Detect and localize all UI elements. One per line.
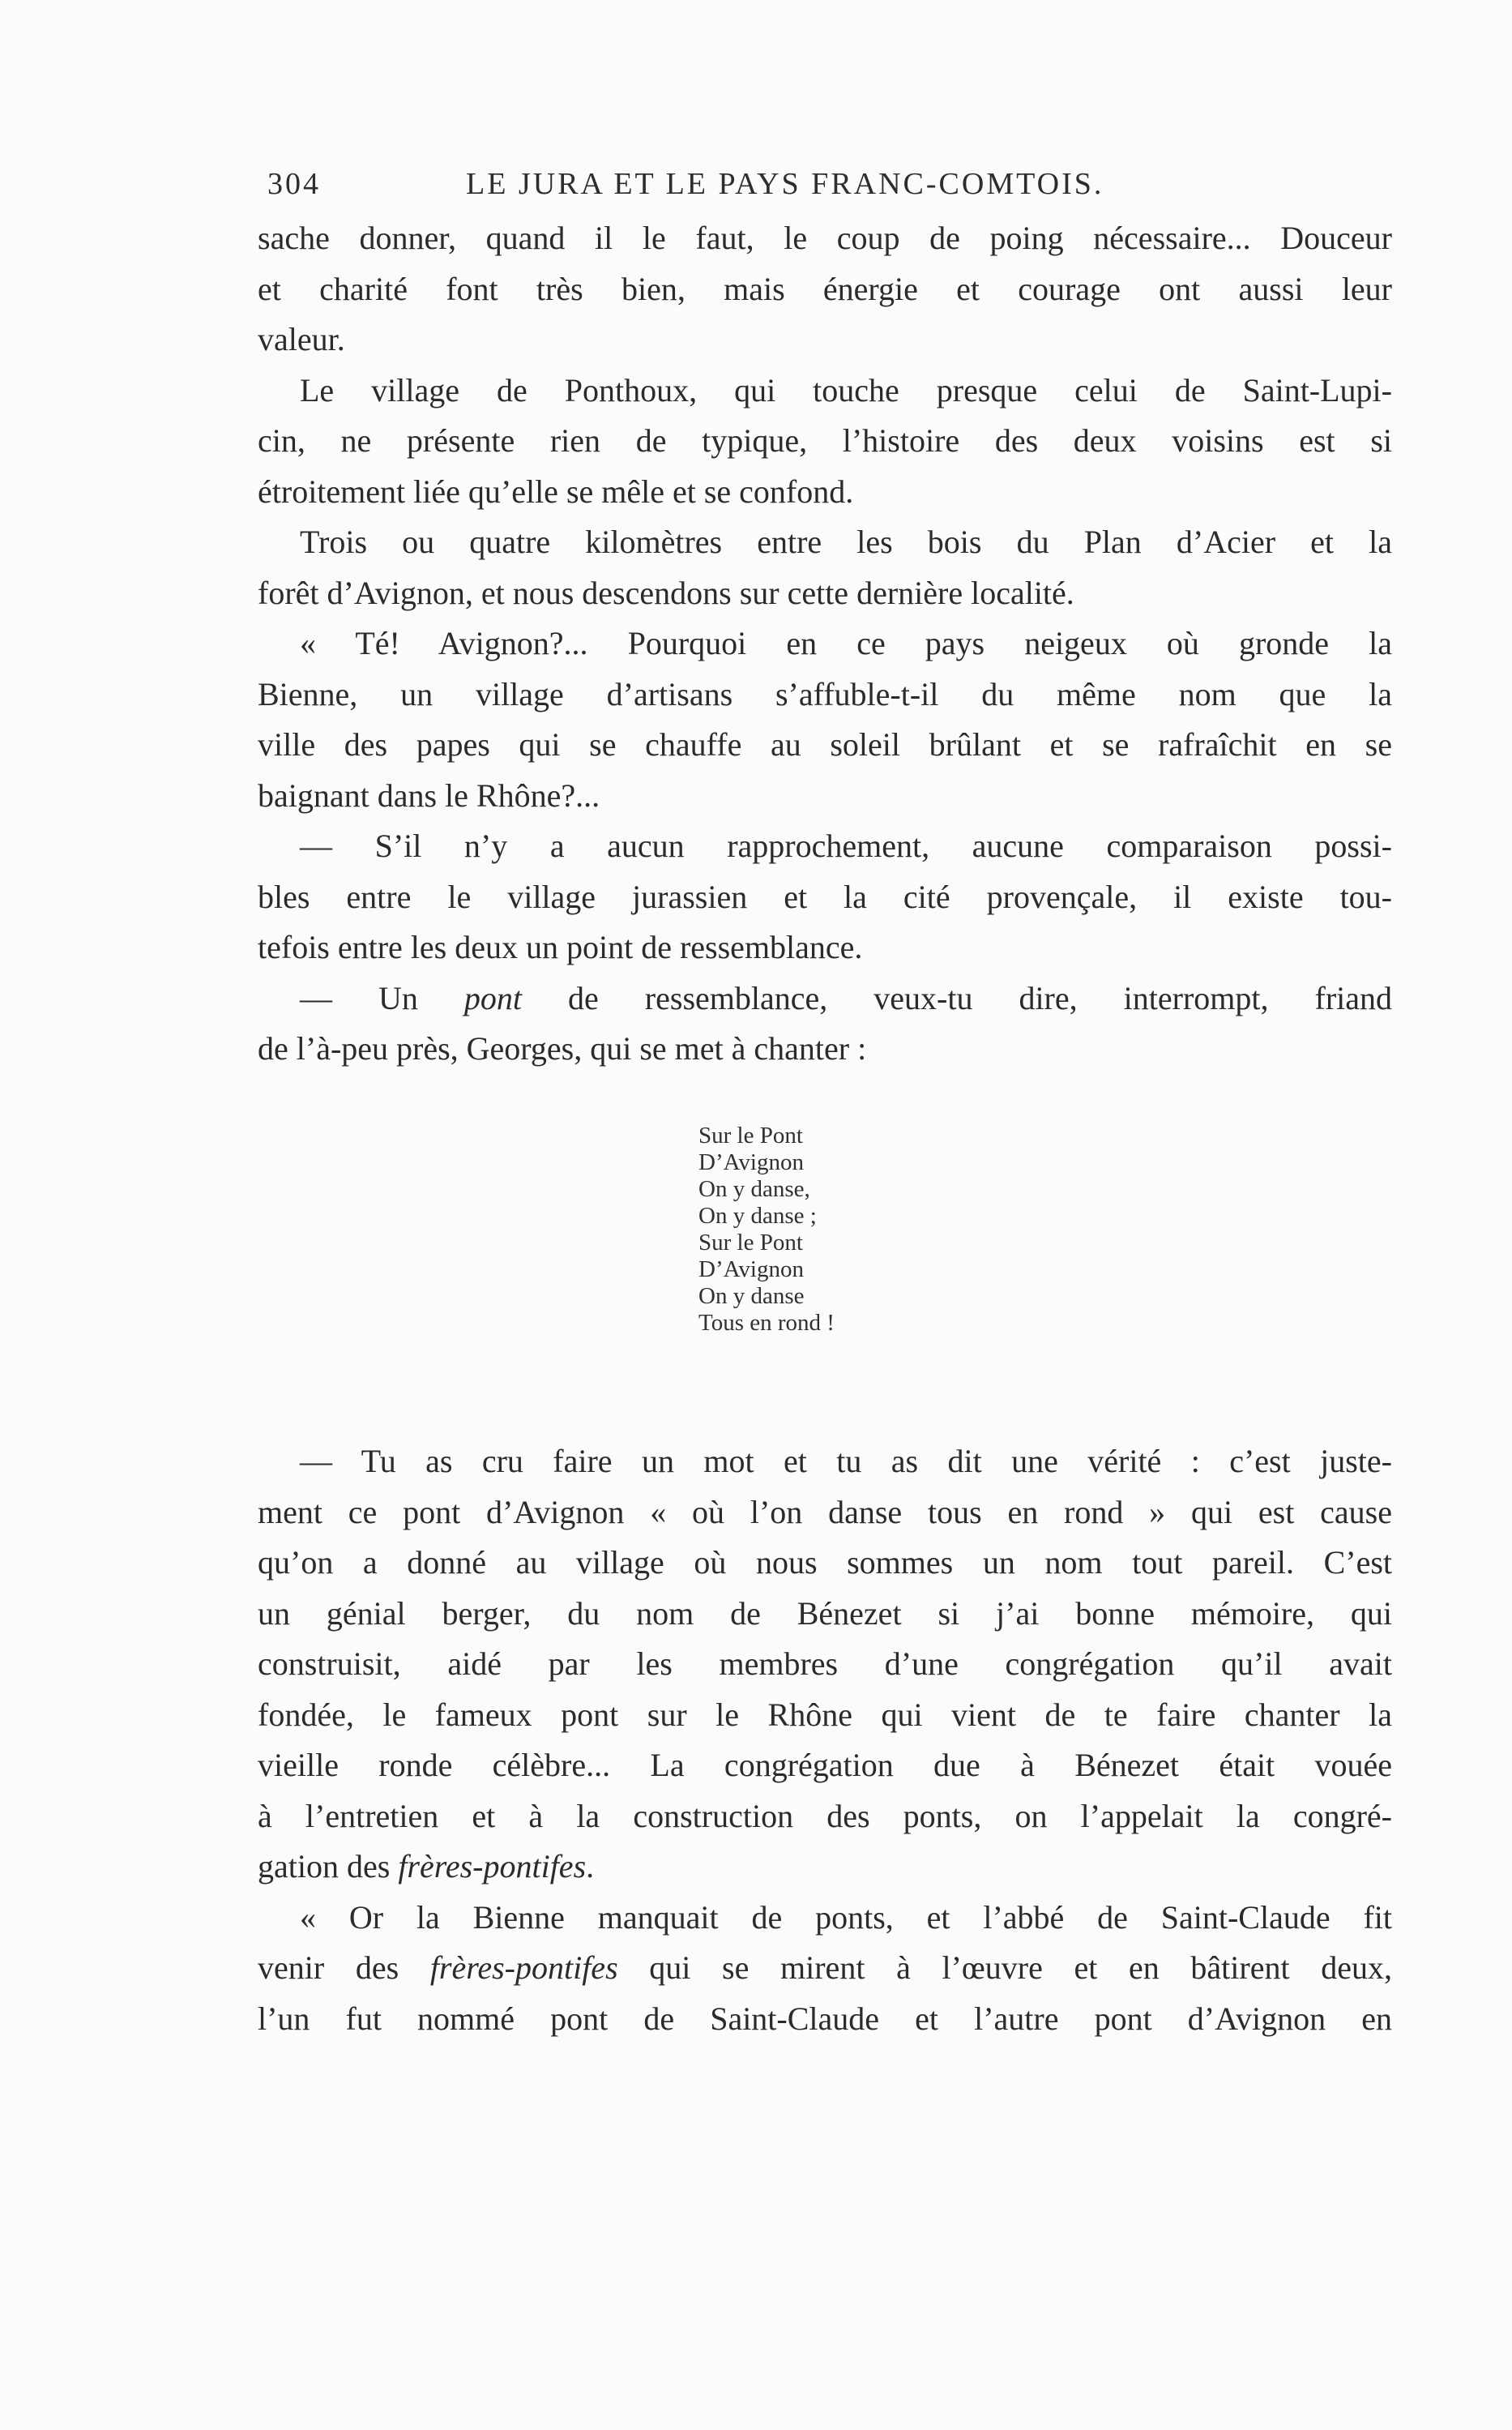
verse-line: On y danse, [698, 1176, 810, 1202]
page-header [267, 166, 1394, 215]
verse-line: Tous en rond ! [698, 1310, 835, 1336]
text-line [258, 1842, 1392, 1893]
text-line: « Or la Bienne manquait de ponts, et l’abbé de Saint-Claude fit [300, 1898, 1392, 1936]
text-line: un génial berger, du nom de Bénezet si j’ai bonne mémoire, qui [258, 1594, 1392, 1632]
text-line: Bienne, un village d’artisans s’affuble-t-il du même nom que la [258, 675, 1392, 712]
text-run: gation des [258, 1848, 399, 1885]
text-line: ville des papes qui se chauffe au soleil brûlant et se rafraîchit en se [258, 726, 1392, 763]
verse-line: On y danse ; [698, 1203, 817, 1229]
body-text-part-2 [258, 1436, 1392, 2044]
italic-text: frères-pontifes [429, 1949, 618, 1986]
text-line: forêt d’Avignon, et nous descendons sur cette dernière localité. [258, 574, 1074, 611]
text-line: vieille ronde célèbre... La congrégation due à Bénezet était vouée [258, 1747, 1392, 1783]
text-line: l’un fut nommé pont de Saint-Claude et l’autre pont d’Avignon en [258, 2000, 1392, 2037]
text-line: Le village de Ponthoux, qui touche presque celui de Saint-Lupi- [300, 371, 1392, 409]
text-line: à l’entretien et à la construction des ponts, on l’appelait la congré- [258, 1797, 1392, 1834]
text-line: construisit, aidé par les membres d’une congrégation qu’il avait [258, 1645, 1392, 1682]
body-text-part-1 [258, 213, 1392, 1075]
italic-text: pont [463, 979, 523, 1016]
text-line [258, 973, 1392, 1025]
text-line [258, 1943, 1392, 1994]
text-line: étroitement liée qu’elle se mêle et se confond. [258, 473, 854, 510]
page-number: 304 [267, 167, 321, 201]
song-verse [698, 1123, 1006, 1337]
verse-line: Sur le Pont [698, 1230, 803, 1256]
text-run: qui se mirent à l’œuvre et en bâtirent deux, [617, 1949, 1392, 1986]
text-line: fondée, le fameux pont sur le Rhône qui vient de te faire chanter la [258, 1696, 1392, 1733]
text-line: baignant dans le Rhône?... [258, 776, 600, 814]
text-line: sache donner, quand il le faut, le coup de poing nécessaire... Douceur [258, 220, 1392, 256]
text-run: . [586, 1848, 595, 1885]
text-run: de ressemblance, veux-tu dire, interrompt, friand [522, 979, 1392, 1016]
verse-line: D’Avignon [698, 1149, 804, 1175]
text-line: bles entre le village jurassien et la cité provençale, il existe tou- [258, 878, 1392, 915]
text-run: — Un [300, 979, 464, 1016]
italic-text: frères-pontifes [398, 1848, 587, 1885]
running-title: LE JURA ET LE PAYS FRANC-COMTOIS. [466, 167, 1104, 201]
verse-line: On y danse [698, 1283, 805, 1309]
text-line: qu’on a donné au village où nous sommes un nom tout pareil. C’est [258, 1544, 1392, 1581]
verse-line: D’Avignon [698, 1256, 804, 1282]
text-line: tefois entre les deux un point de ressemblance. [258, 929, 863, 965]
text-line: valeur. [258, 321, 345, 357]
text-line: de l’à-peu près, Georges, qui se met à chanter : [258, 1030, 867, 1067]
text-run: venir des [258, 1949, 430, 1986]
text-line: cin, ne présente rien de typique, l’histoire des deux voisins est si [258, 422, 1392, 459]
text-line: « Té! Avignon?... Pourquoi en ce pays neigeux où gronde la [300, 625, 1392, 661]
text-line: — S’il n’y a aucun rapprochement, aucune comparaison possi- [300, 828, 1392, 864]
text-line: Trois ou quatre kilomètres entre les bois du Plan d’Acier et la [300, 524, 1392, 560]
verse-line: Sur le Pont [698, 1123, 803, 1149]
text-line: ment ce pont d’Avignon « où l’on danse tous en rond » qui est cause [258, 1493, 1392, 1530]
text-line: et charité font très bien, mais énergie et courage ont aussi leur [258, 270, 1392, 307]
text-line: — Tu as cru faire un mot et tu as dit une vérité : c’est juste- [300, 1443, 1392, 1479]
